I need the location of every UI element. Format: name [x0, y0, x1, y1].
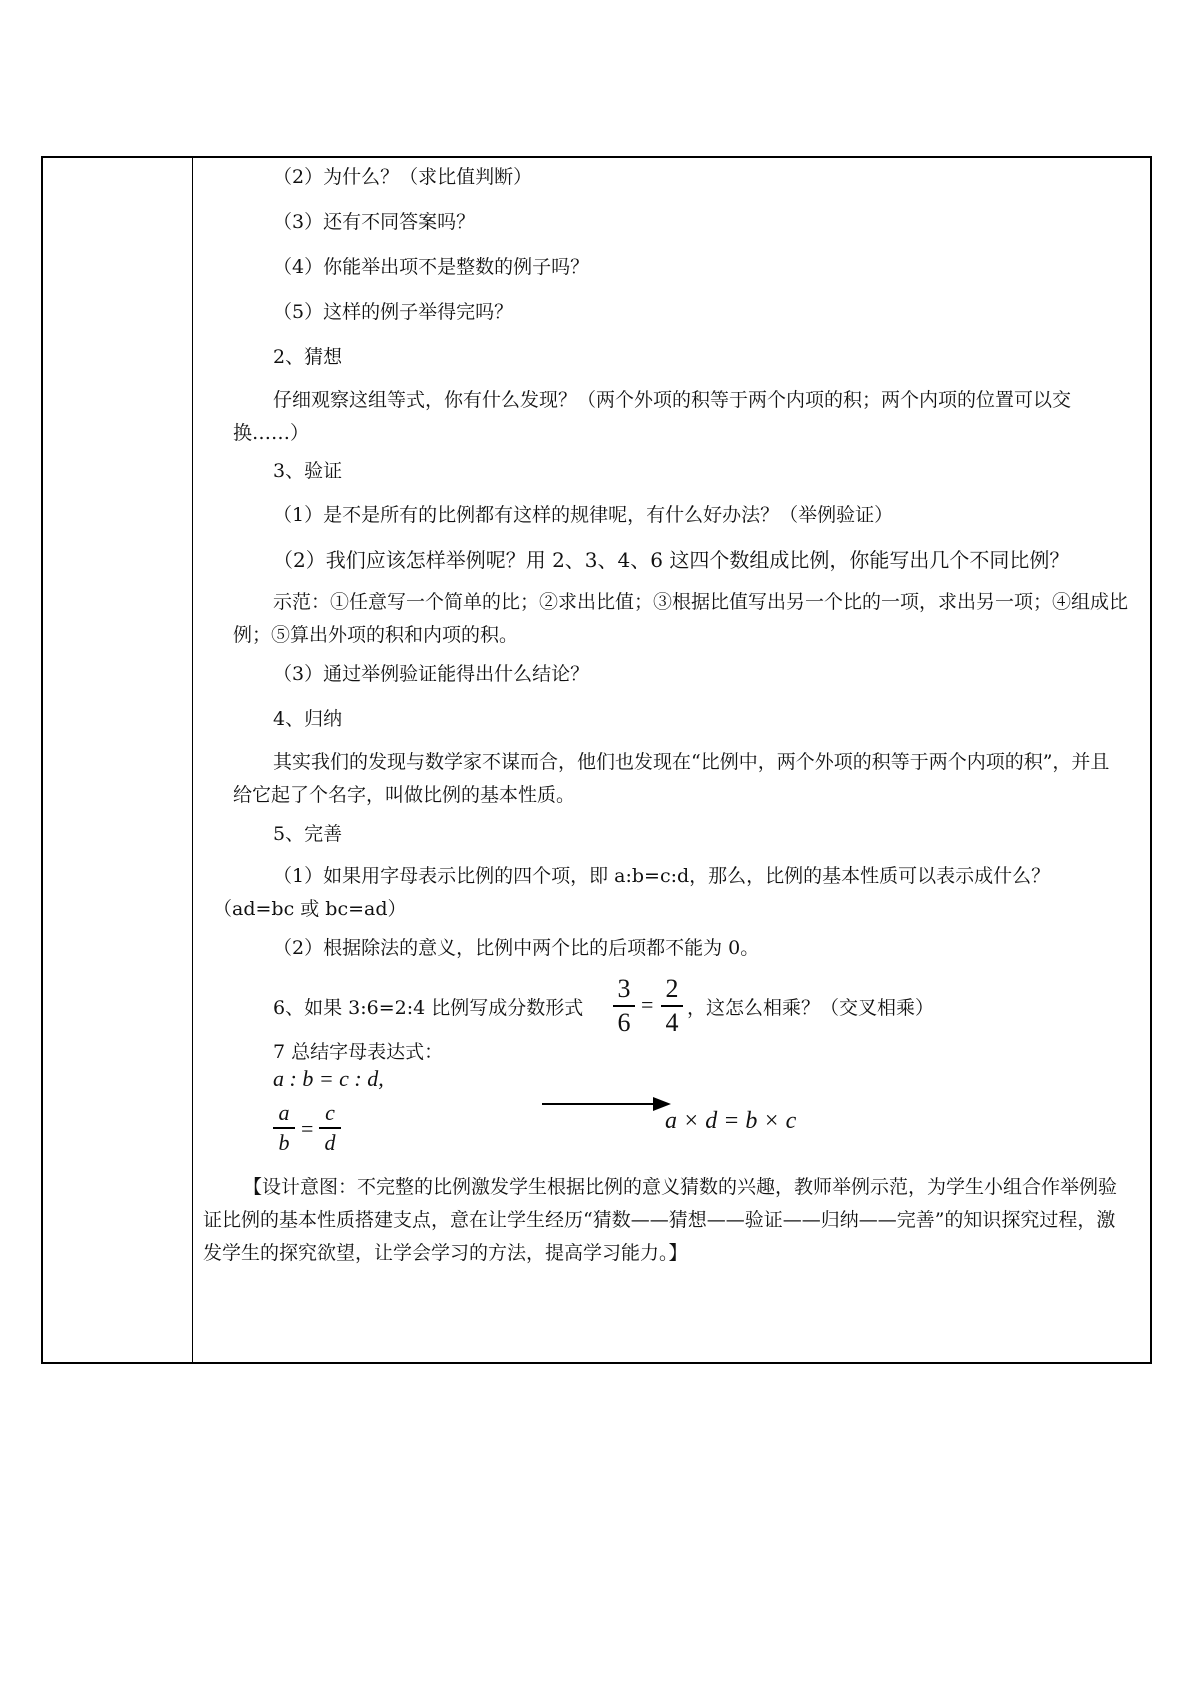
section-5-title: 5、完善	[273, 823, 343, 845]
section-6-suffix: ，这怎么相乘？（交叉相乘）	[687, 997, 935, 1019]
fraction-bar	[613, 1005, 635, 1007]
fraction-denominator: b	[278, 1129, 290, 1155]
section-3-demo: 示范：①任意写一个简单的比；②求出比值；③根据比值写出另一个比的一项，求出另一项；④组成比例；⑤算出外项的积和内项的积。	[233, 591, 1129, 646]
section-5-q2: （2）根据除法的意义，比例中两个比的后项都不能为 0。	[273, 937, 760, 959]
design-intent: 【设计意图：不完整的比例激发学生根据比例的意义猜数的兴趣，教师举例示范，为学生小组合作举例验证比例的基本性质搭建支点，意在让学生经历“猜数——猜想——验证——归纳——完善”的知识探究过程，激发学生的探究欲望，让学会学习的方法，提高学习能力。】	[203, 1176, 1118, 1264]
fraction-2-4	[661, 976, 683, 1036]
equals-sign: =	[301, 1116, 314, 1141]
section-4-title: 4、归纳	[273, 708, 343, 730]
ratio-expression: a : b = c : d,	[273, 1066, 384, 1091]
fraction-numerator: 3	[617, 974, 631, 1003]
fraction-numerator: c	[325, 1100, 335, 1125]
fraction-numerator: a	[278, 1100, 290, 1125]
section-2-title: 2、猜想	[273, 346, 343, 368]
fraction-numerator: 2	[665, 974, 679, 1003]
section-2-text: 仔细观察这组等式，你有什么发现？（两个外项的积等于两个内项的积；两个内项的位置可以交换……）	[233, 389, 1072, 444]
fraction-denominator: 4	[665, 1007, 679, 1037]
fraction-c-d	[319, 1102, 341, 1154]
section-3-title: 3、验证	[273, 460, 343, 482]
q4-line: （4）你能举出项不是整数的例子吗？	[273, 256, 590, 278]
section-3-q1: （1）是不是所有的比例都有这样的规律呢，有什么好办法？（举例验证）	[273, 504, 894, 526]
fraction-bar	[273, 1127, 295, 1129]
q3-line: （3）还有不同答案吗？	[273, 211, 476, 233]
section-6-prefix: 6、如果 3:6=2:4 比例写成分数形式	[273, 997, 584, 1019]
q5-line: （5）这样的例子举得完吗？	[273, 301, 514, 323]
fraction-3-6	[613, 976, 635, 1036]
lesson-table	[41, 156, 1152, 1364]
left-column	[43, 158, 193, 1362]
content-cell	[193, 158, 1150, 1362]
equals-sign: =	[641, 992, 654, 1017]
fraction-denominator: d	[324, 1129, 336, 1155]
fraction-a-b	[273, 1102, 295, 1154]
fraction-bar	[661, 1005, 683, 1007]
section-7-title: 7 总结字母表达式：	[273, 1041, 444, 1063]
section-3-q2: （2）我们应该怎样举例呢？用 2、3、4、6 这四个数组成比例，你能写出几个不同比例？	[273, 548, 1070, 572]
q2-line: （2）为什么？（求比值判断）	[273, 166, 533, 188]
fraction-bar	[319, 1127, 341, 1129]
fraction-denominator: 6	[617, 1007, 631, 1037]
section-4-text: 其实我们的发现与数学家不谋而合，他们也发现在“比例中，两个外项的积等于两个内项的积”，并且给它起了个名字，叫做比例的基本性质。	[233, 751, 1110, 806]
section-3-q3: （3）通过举例验证能得出什么结论？	[273, 663, 590, 685]
product-expression: a × d = b × c	[665, 1108, 797, 1134]
arrow-line	[542, 1103, 657, 1105]
section-5-q1: （1）如果用字母表示比例的四个项，即 a:b=c:d，那么，比例的基本性质可以表示成什么？（ad=bc 或 bc=ad）	[213, 865, 1051, 920]
